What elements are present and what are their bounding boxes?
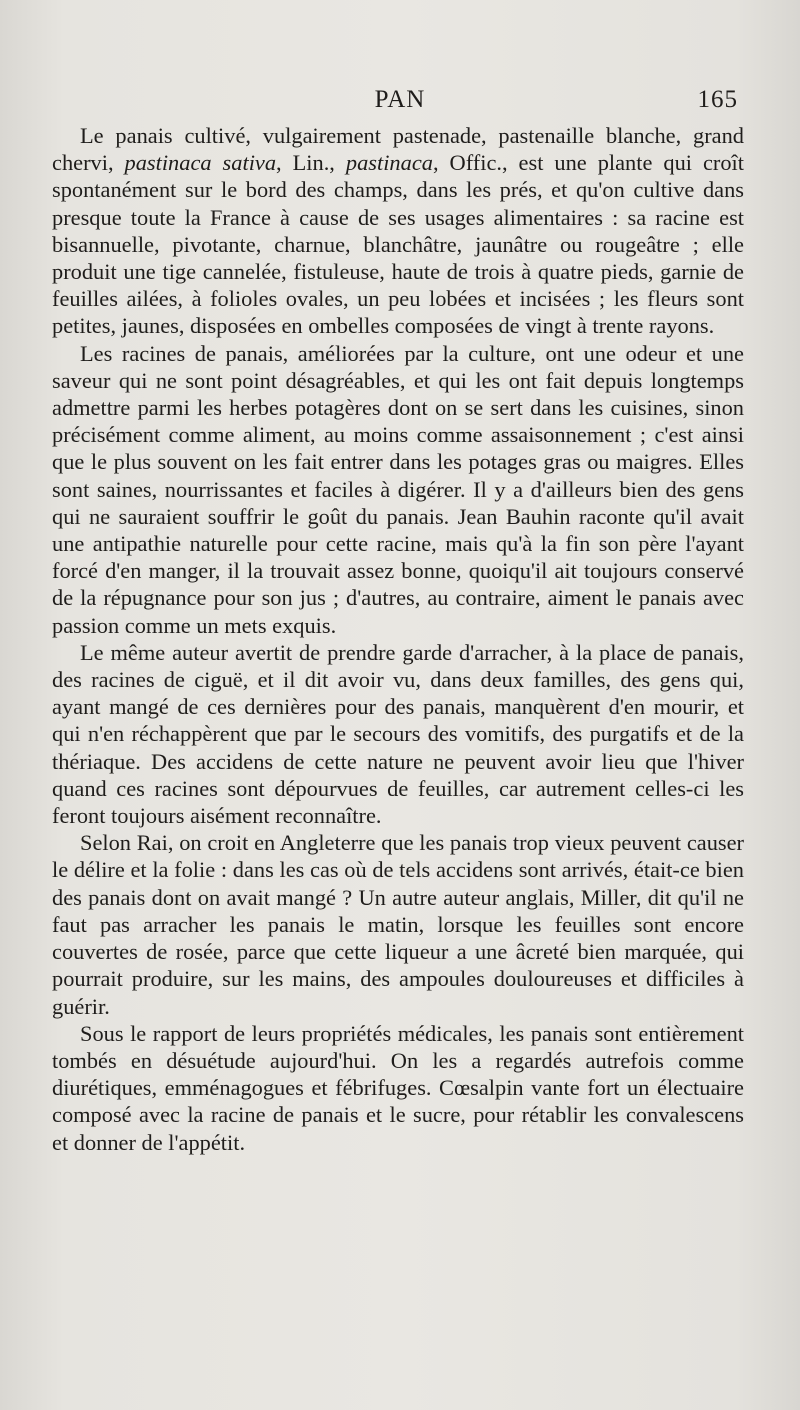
- text-run: Selon Rai, on croit en Angleterre que les panais trop vieux peuvent causer le délire et la folie : dans les cas où de tels accidens sont arrivés, était-ce bien des panais dont on avait mangé ? Un autre auteur anglais, Miller, dit qu'il ne faut pas arracher les panais le matin, lorsque les feuilles sont encore couvertes de rosée, parce que cette liqueur a une âcreté bien marquée, qui pourrait produire, sur les mains, des ampoules douloureuses et difficiles à guérir.: [52, 830, 744, 1019]
- body-text: [52, 122, 744, 1156]
- paragraph: [52, 1020, 744, 1156]
- paragraph: [52, 639, 744, 829]
- text-run: Le panais cultivé, vulgairement pastenade, pastenaille blanche, grand chervi,: [52, 123, 744, 176]
- paragraph: [52, 829, 744, 1019]
- text-run: , Offic., est une plante qui croît spontanément sur le bord des champs, dans les prés, et qu'on cultive dans presque toute la France à cause de ses usages alimentaires : sa racine est bisannuelle, pivotante, charnue, blanchâtre, jaunâtre ou rougeâtre ; elle produit une tige cannelée, fistuleuse, haute de trois à quatre pieds, garnie de feuilles ailées, à folioles ovales, un peu lobées et incisées ; les fleurs sont petites, jaunes, disposées en ombelles composées de vingt à trente rayons.: [52, 150, 744, 339]
- text-run: , Lin.,: [276, 150, 346, 176]
- italic-term: pastinaca sativa: [124, 150, 277, 176]
- page-number: 165: [697, 86, 738, 113]
- paragraph: [52, 122, 744, 340]
- paragraph: [52, 340, 744, 639]
- text-run: Le même auteur avertit de prendre garde d'arracher, à la place de panais, des racines de ciguë, et il dit avoir vu, dans deux familles, des gens qui, ayant mangé de ces dernières pour des panais, manquèrent d'en mourir, et qui n'en réchappèrent que par le secours des vomitifs, des purgatifs et de la thériaque. Des accidens de cette nature ne peuvent avoir lieu que l'hiver quand ces racines sont dépourvues de feuilles, car autrement celles-ci les feront toujours aisément reconnaître.: [52, 639, 744, 829]
- text-run: Sous le rapport de leurs propriétés médicales, les panais sont entièrement tombés en désuétude aujourd'hui. On les a regardés autrefois comme diurétiques, emménagogues et fébrifuges. Cœsalpin vante fort un électuaire composé avec la racine de panais et le sucre, pour rétablir les convalescens et donner de l'appétit.: [52, 1020, 744, 1155]
- text-run: Les racines de panais, améliorées par la culture, ont une odeur et une saveur qui ne sont point désagréables, et qui les ont fait depuis longtemps admettre parmi les herbes potagères dont on se sert dans les cuisines, sinon précisément comme aliment, au moins comme assaisonnement ; c'est ainsi que le plus souvent on les fait entrer dans les potages gras ou maigres. Elles sont saines, nourrissantes et faciles à digérer. Il y a d'ailleurs bien des gens qui ne sauraient souffrir le goût du panais. Jean Bauhin raconte qu'il avait une antipathie naturelle pour cette racine, mais qu'à la fin son père l'ayant forcé d'en manger, il la trouvait assez bonne, quoiqu'il ait toujours conservé de la répugnance pour son jus ; d'autres, au contraire, aiment le panais avec passion comme un mets exquis.: [52, 340, 744, 638]
- page-header: [0, 86, 800, 120]
- italic-term: pastinaca: [345, 150, 433, 176]
- running-title: PAN: [374, 86, 426, 113]
